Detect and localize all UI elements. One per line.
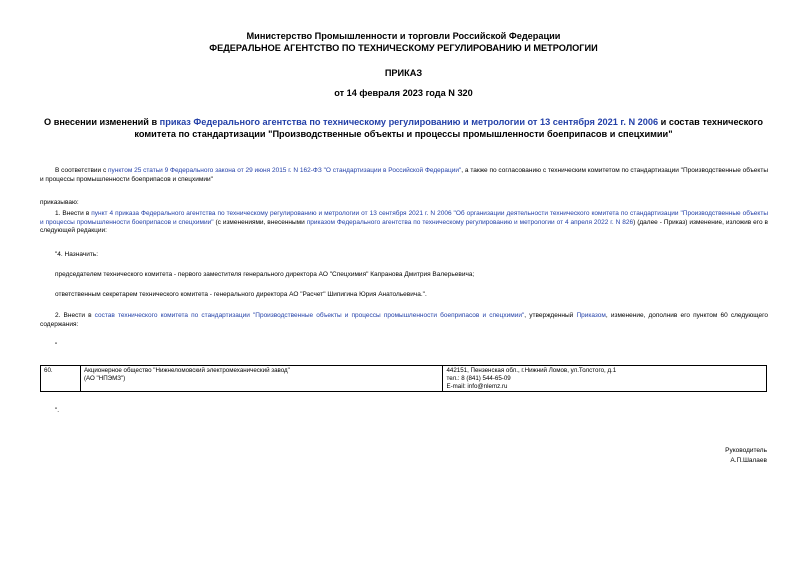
item-2-paragraph [40,312,768,329]
link-point-4-order-2006[interactable]: пункт 4 приказа Федерального агентства по техническому регулированию и метрологии от 13 сентября 2021 г. N 2006 "Об организации деятельности технического комитета по стандартизации "Производственные объекты и процессы промышленности боеприпасов и спецхимии" [40,210,768,226]
phone: тел.: 8 (841) 544-65-09 [446,374,511,382]
item-2-text-a: 2. Внести в [55,312,95,319]
link-committee-composition[interactable]: состав технического комитета по стандартизации "Производственные объекты и процессы промышленности боеприпасов и спецхимии" [94,312,525,319]
link-order-826[interactable]: приказом Федерального агентства по техническому регулированию и метрологии от 4 апреля 2022 г. N 826 [306,218,634,226]
organization-cell [80,366,443,392]
preamble-text-2: , а также по согласованию с техническим комитетом по стандартизации "Производственные объекты и процессы промышленности боеприпасов и спецхимии" [40,167,768,183]
title-link-order-2006[interactable]: приказ Федерального агентства по техническому регулированию и метрологии от 13 сентября 2021 г. N 2006 [159,117,659,127]
document-date: от 14 февраля 2023 года N 320 [334,88,473,98]
agency-name: ФЕДЕРАЛЬНОЕ АГЕНТСТВО ПО ТЕХНИЧЕСКОМУ РЕГУЛИРОВАНИЮ И МЕТРОЛОГИИ [209,43,598,53]
close-quote: ". [55,407,60,414]
title-text-1: О внесении изменений в [44,117,160,127]
quote-line-secretary: ответственным секретарем технического комитета - генерального директора АО "Расчет" Шипигина Юрия Анатольевича.". [55,291,427,298]
title-text-2: и состав технического комитета по стандартизации "Производственные объекты и процессы промышленности боеприпасов и спецхимии" [134,117,763,139]
preamble-paragraph [40,167,768,184]
email: E-mail: info@nlemz.ru [446,382,508,390]
signature-role: Руководитель [725,447,767,454]
table-row [41,366,767,392]
row-number: 60. [41,366,81,392]
item-2-text-c: , изменение, дополнив его пунктом 60 следующего содержания: [40,312,769,328]
quote-line-chairman: председателем технического комитета - первого заместителя генерального директора АО "Спецхимия" Капранова Дмитрия Валерьевича; [55,271,475,278]
quote-line-1: "4. Назначить: [55,251,98,258]
link-prikaz[interactable]: Приказом [576,312,606,319]
ministry-name: Министерство Промышленности и торговли Российской Федерации [246,31,561,41]
order-word: приказываю: [40,199,79,206]
organization-name: Акционерное общество "Нижнеломовский электромеханический завод" [83,367,290,374]
item-1-text-a: 1. Внести в [55,210,92,217]
item-1-paragraph [40,210,768,236]
link-federal-law-162[interactable]: пунктом 25 статьи 9 Федерального закона от 29 июня 2015 г. N 162-ФЗ "О стандартизации в Российской Федерации" [108,167,462,174]
open-quote: " [55,342,58,349]
address: 442151, Пензенская обл., г.Нижний Ломов, ул.Толстого, д.1 [446,367,617,374]
committee-member-table [40,365,767,392]
signature-name: А.П.Шалаев [730,457,767,464]
address-cell [443,366,767,392]
organization-abbr: (АО "НПЭМЗ") [83,374,126,382]
item-1-text-b: (с изменениями, внесенными [213,218,307,226]
document-title [40,116,767,140]
preamble-text-1: В соответствии с [55,167,109,174]
document-type: ПРИКАЗ [384,68,423,78]
item-2-text-b: , утвержденный [524,312,577,319]
item-1-text-c: ) (далее - Приказ) изменение, изложив его в следующей редакции: [40,218,768,234]
